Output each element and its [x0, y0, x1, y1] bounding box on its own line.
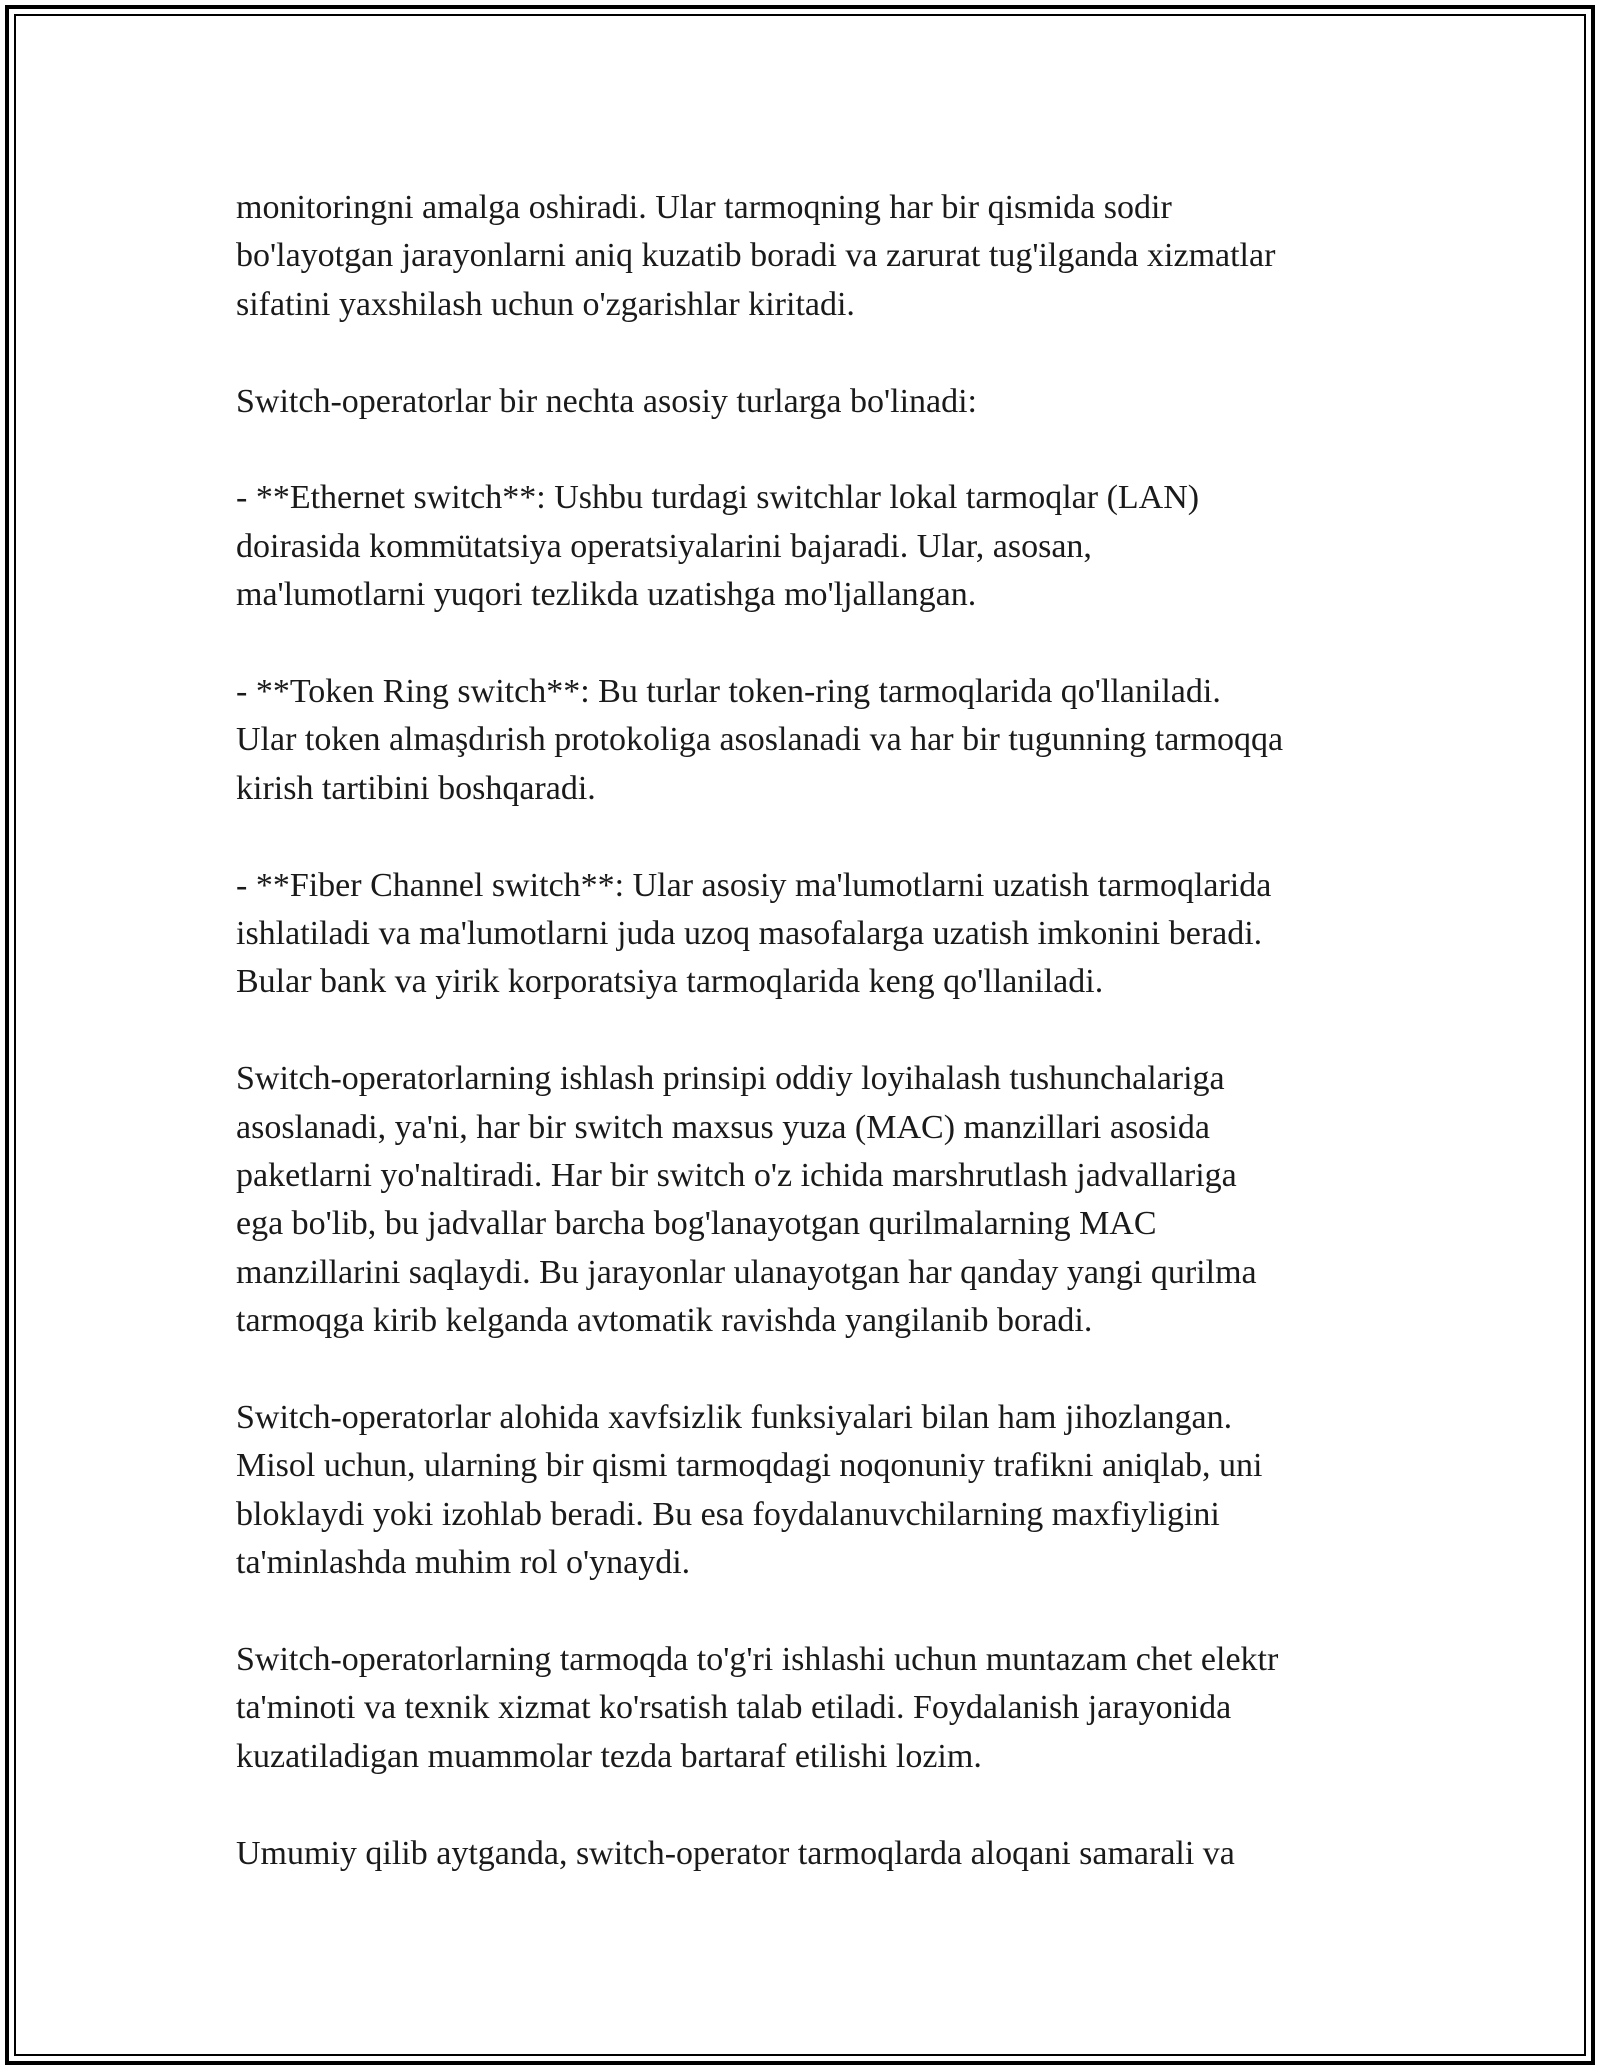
text-line: Switch-operatorlarning ishlash prinsipi oddiy loyihalash tushunchalariga — [236, 1060, 1225, 1098]
text-line: doirasida kommütatsiya operatsiyalarini bajaradi. Ular, asosan, — [236, 527, 1092, 565]
text-line: paketlarni yo'naltiradi. Har bir switch o'z ichida marshrutlash jadvallariga — [236, 1157, 1237, 1195]
text-line: Misol uchun, ularning bir qismi tarmoqdagi noqonuniy trafikni aniqlab, uni — [236, 1447, 1263, 1485]
text-line: manzillarini saqlaydi. Bu jarayonlar ulanayotgan har qanday yangi qurilma — [236, 1253, 1257, 1291]
text-line: Switch-operatorlar alohida xavfsizlik funksiyalari bilan ham jihozlangan. — [236, 1399, 1233, 1437]
text-line: kirish tartibini boshqaradi. — [236, 769, 596, 807]
paragraph-ethernet — [236, 474, 1416, 619]
text-line: bo'layotgan jarayonlarni aniq kuzatib boradi va zarurat tug'ilganda xizmatlar — [236, 237, 1276, 275]
paragraph-fiber-channel — [236, 862, 1416, 1007]
text-line: Switch-operatorlar bir nechta asosiy turlarga bo'linadi: — [236, 382, 977, 420]
text-line: ta'minoti va texnik xizmat ko'rsatish talab etiladi. Foydalanish jarayonida — [236, 1689, 1232, 1727]
text-line: asoslanadi, ya'ni, har bir switch maxsus yuza (MAC) manzillari asosida — [236, 1108, 1210, 1146]
document-body — [236, 184, 1416, 1926]
paragraph-security — [236, 1394, 1416, 1588]
paragraph-summary — [236, 1830, 1416, 1878]
paragraph-maintenance — [236, 1636, 1416, 1781]
paragraph-types-intro — [236, 378, 1416, 426]
text-line: - **Ethernet switch**: Ushbu turdagi switchlar lokal tarmoqlar (LAN) — [236, 479, 1200, 517]
text-line: ishlatiladi va ma'lumotlarni juda uzoq masofalarga uzatish imkonini beradi. — [236, 915, 1263, 953]
text-line: Ular token almaşdırish protokoliga asoslanadi va har bir tugunning tarmoqqa — [236, 721, 1284, 759]
text-line: tarmoqga kirib kelganda avtomatik ravishda yangilanib boradi. — [236, 1302, 1093, 1340]
text-line: - **Token Ring switch**: Bu turlar token-ring tarmoqlarida qo'llaniladi. — [236, 673, 1221, 711]
text-line: monitoringni amalga oshiradi. Ular tarmoqning har bir qismida sodir — [236, 189, 1172, 226]
text-line: Switch-operatorlarning tarmoqda to'g'ri ishlashi uchun muntazam chet elektr — [236, 1641, 1279, 1679]
text-line: sifatini yaxshilash uchun o'zgarishlar kiritadi. — [236, 285, 855, 323]
text-line: - **Fiber Channel switch**: Ular asosiy ma'lumotlarni uzatish tarmoqlarida — [236, 866, 1272, 904]
text-line: ta'minlashda muhim rol o'ynaydi. — [236, 1544, 691, 1582]
text-line: Umumiy qilib aytganda, switch-operator tarmoqlarda aloqani samarali va — [236, 1834, 1235, 1872]
text-line: Bular bank va yirik korporatsiya tarmoqlarida keng qo'llaniladi. — [236, 963, 1104, 1001]
text-line: kuzatiladigan muammolar tezda bartaraf etilishi lozim. — [236, 1737, 982, 1775]
text-line: bloklaydi yoki izohlab beradi. Bu esa foydalanuvchilarning maxfiyligini — [236, 1495, 1220, 1533]
text-line: ega bo'lib, bu jadvallar barcha bog'lanayotgan qurilmalarning MAC — [236, 1205, 1157, 1243]
paragraph-monitoring — [236, 184, 1416, 329]
paragraph-principle — [236, 1055, 1416, 1345]
paragraph-token-ring — [236, 668, 1416, 813]
text-line: ma'lumotlarni yuqori tezlikda uzatishga mo'ljallangan. — [236, 576, 977, 614]
